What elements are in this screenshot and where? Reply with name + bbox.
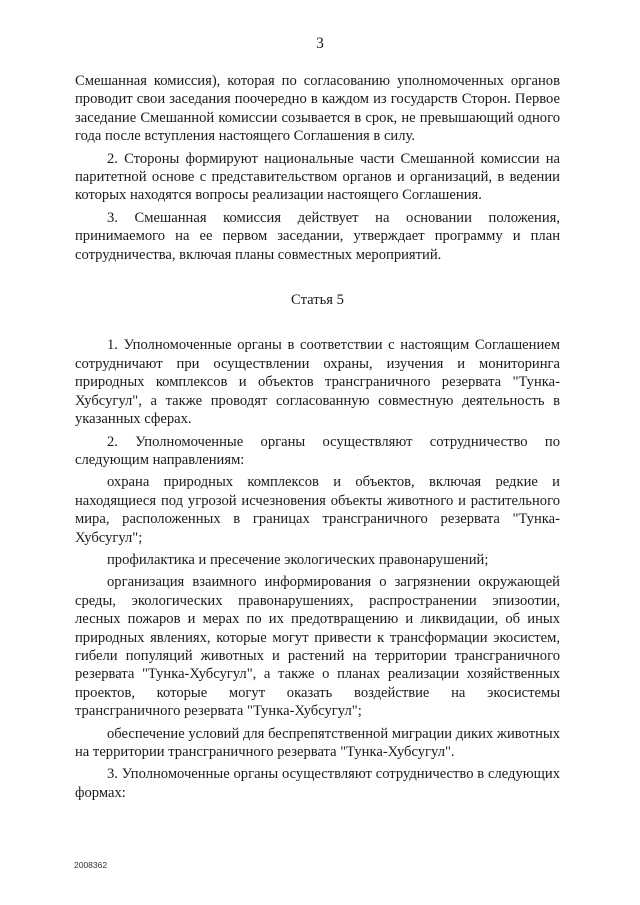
article5-paragraph-2: 2. Уполномоченные органы осуществляют сотрудничество по следующим направлениям: [75,433,560,468]
document-code: 2008362 [74,860,108,870]
paragraph-commission-meetings: Смешанная комиссия), которая по согласованию уполномоченных органов проводит свои заседания поочередно в каждом из государств Сторон. Первое заседание Смешанной комиссии созывается в срок, не превышающий одного года после вступления настоящего Соглашения в силу. [75,73,560,145]
paragraph-clause-3: 3. Смешанная комиссия действует на основании положения, принимаемого на ее первом заседании, утверждает программу и план сотрудничества, включая планы совместных мероприятий. [75,209,560,263]
article5-item-protection: охрана природных комплексов и объектов, включая редкие и находящиеся под угрозой исчезновения объекты животного и растительного мира, расположенных в границах трансграничного резервата "Тунка-Хубсугул"; [75,474,560,546]
article5-item-migration: обеспечение условий для беспрепятственной миграции диких животных на территории трансграничного резервата "Тунка-Хубсугул". [75,725,560,760]
article-heading: Статья 5 [291,292,344,309]
page-number: 3 [316,35,324,52]
paragraph-clause-2: 2. Стороны формируют национальные части Смешанной комиссии на паритетной основе с представительством органов и организаций, в ведении которых находятся вопросы реализации настоящего Соглашения. [75,150,560,204]
article5-paragraph-3: 3. Уполномоченные органы осуществляют сотрудничество в следующих формах: [75,766,560,801]
article5-item-prevention: профилактика и пресечение экологических правонарушений; [107,551,489,568]
document-body [75,72,560,806]
article5-paragraph-1: 1. Уполномоченные органы в соответствии с настоящим Соглашением сотрудничают при осуществлении охраны, изучения и мониторинга природных комплексов и объектов трансграничного резервата "Тунка-Хубсугул", а также проводят согласованную совместную деятельность в указанных сферах. [75,337,560,428]
article5-item-information: организация взаимного информирования о загрязнении окружающей среды, экологических правонарушениях, распространении эпизоотии, лесных пожаров и мерах по их предотвращению и ликвидации, об иных природных явлениях, которые могут привести к трансформации экосистем, гибели популяций животных и растений на территории трансграничного резервата "Тунка-Хубсугул", а также о планах реализации хозяйственных проектов, которые могут оказать воздействие на экосистемы трансграничного резервата "Тунка-Хубсугул"; [75,574,560,720]
